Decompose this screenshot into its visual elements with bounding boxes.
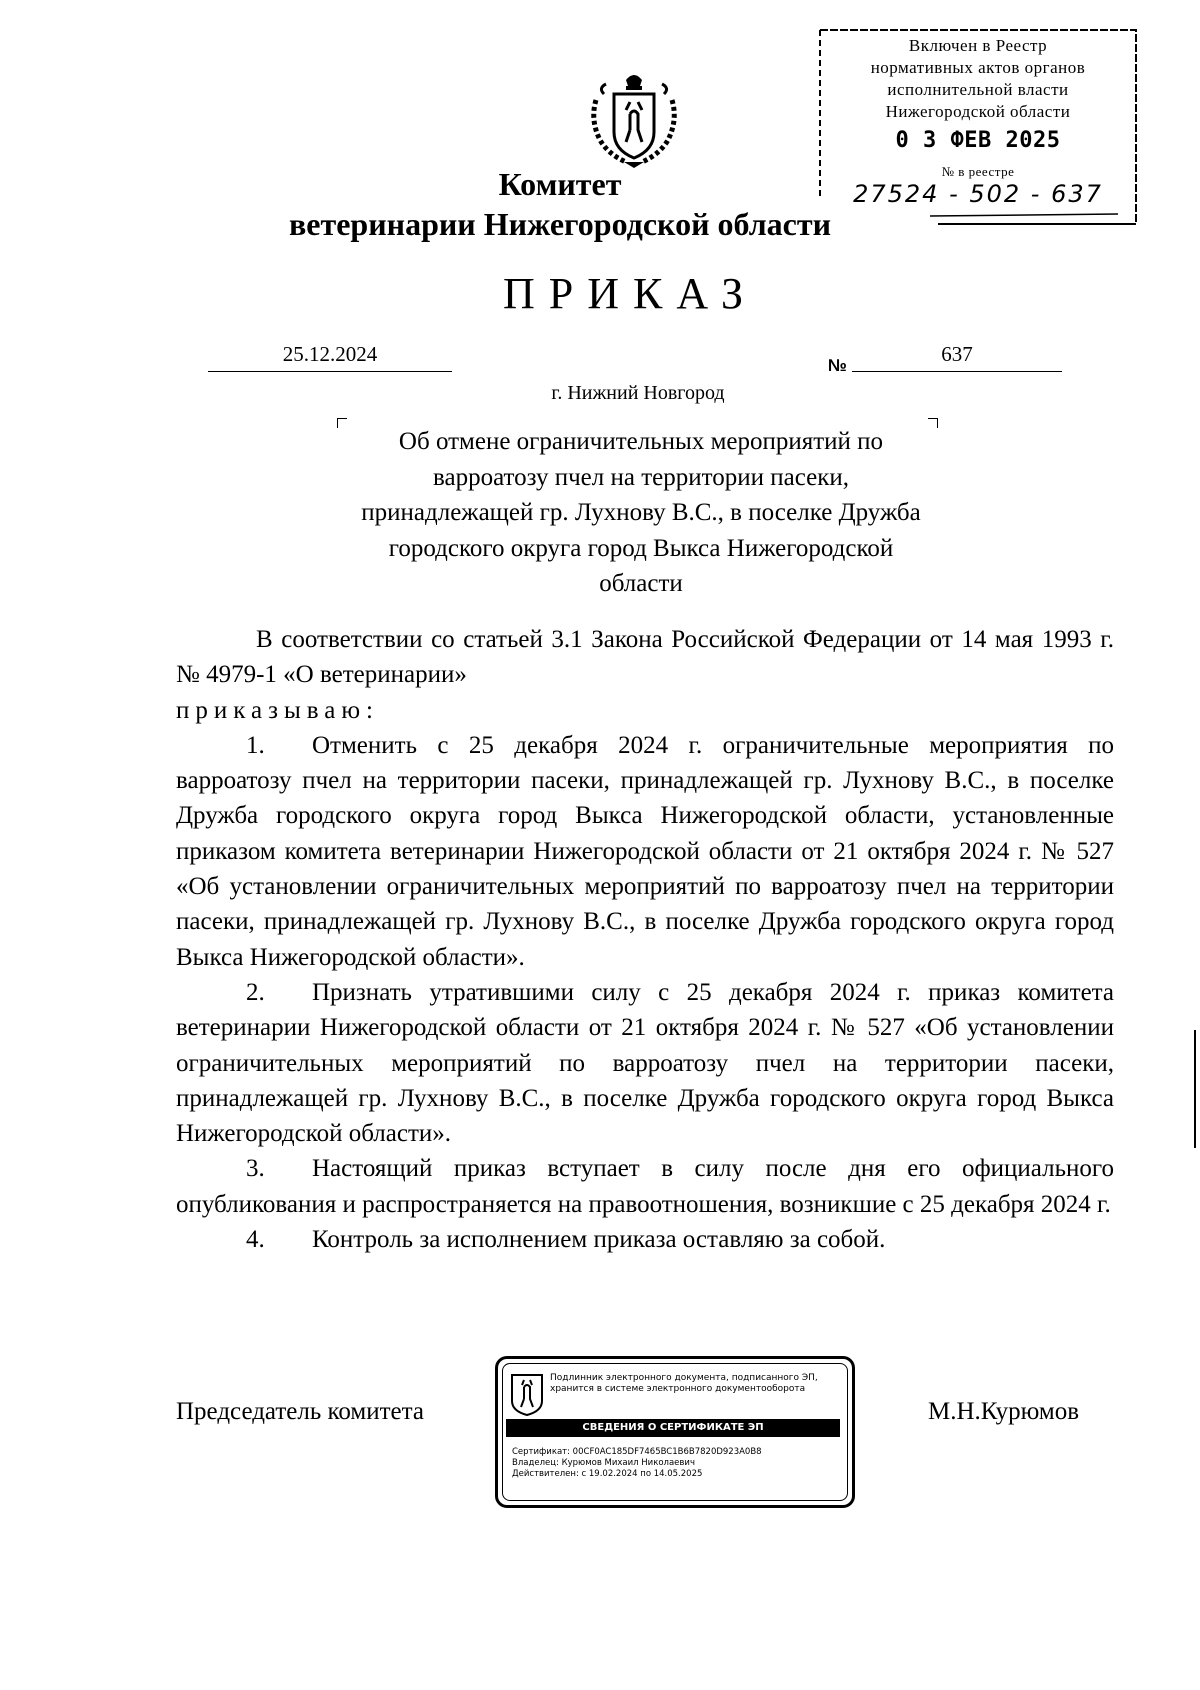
doc-date: 25.12.2024 xyxy=(208,342,452,372)
preamble: В соответствии со статьей 3.1 Закона Российской Федерации от 14 мая 1993 г. № 4979-1 «О ветеринарии» xyxy=(176,626,1114,689)
item-text: Настоящий приказ вступает в силу после дня его официального опубликования и распространяется на правоотношения, возникшие с 25 декабря 2024 г. xyxy=(176,1155,1114,1218)
item-text: Отменить с 25 декабря 2024 г. ограничительные мероприятия по варроатозу пчел на территории пасеки, принадлежащей гр. Лухнову В.С., в поселке Дружба городского округа город Выкса Нижегородской области, установленные приказом комитета ветеринарии Нижегородской области от 21 октября 2024 г. № 527 «Об установлении ограничительных мероприятий по варроатозу пчел на территории пасеки, принадлежащей гр. Лухнову В.С., в поселке Дружба городского округа город Выкса Нижегородской области». xyxy=(176,731,1114,971)
stamp-reg-label: № в реестре xyxy=(941,164,1015,179)
order-word: приказываю: xyxy=(176,696,379,724)
e-signature-stamp xyxy=(495,1356,855,1508)
item-number: 1. xyxy=(246,731,265,759)
certificate-owner: Владелец: Курюмов Михаил Николаевич xyxy=(512,1458,695,1468)
doc-type-title: ПРИКАЗ xyxy=(502,269,758,318)
item-number: 3. xyxy=(246,1155,265,1183)
stamp-line2: нормативных актов органов xyxy=(870,58,1086,77)
signer-name: М.Н.Курюмов xyxy=(928,1398,1080,1425)
order-item xyxy=(176,1222,1114,1257)
doc-number: 637 xyxy=(852,342,1062,372)
deer-emblem-icon xyxy=(510,1373,544,1417)
stamp-line1: Включен в Реестр xyxy=(908,36,1048,55)
doc-title: Об отмене ограничительных мероприятий по варроатозу пчел на территории пасеки, принадлежащей гр. Лухнову В.С., в поселке Дружба городского округа город Выкса Нижегородской области xyxy=(361,428,921,597)
item-text: Признать утратившими силу с 25 декабря 2024 г. приказ комитета ветеринарии Нижегородской области от 21 октября 2024 г. № 527 «Об установлении ограничительных мероприятий по варроатозу пчел на территории пасеки, принадлежащей гр. Лухнову В.С., в поселке Дружба городского округа город Выкса Нижегородской области». xyxy=(176,978,1114,1148)
stamp-line3: исполнительной власти xyxy=(887,80,1069,99)
item-text: Контроль за исполнением приказа оставляю за собой. xyxy=(312,1226,886,1254)
signer-position: Председатель комитета xyxy=(176,1398,424,1425)
order-item xyxy=(176,1151,1114,1222)
stamp-line4: Нижегородской области xyxy=(885,102,1071,121)
e-signature-details xyxy=(512,1447,762,1480)
doc-number-label: № xyxy=(828,356,847,375)
doc-body xyxy=(176,622,1114,1257)
coat-of-arms-icon xyxy=(586,70,682,170)
item-number: 4. xyxy=(246,1226,265,1254)
e-signature-header-bar: СВЕДЕНИЯ О СЕРТИФИКАТЕ ЭП xyxy=(506,1419,840,1437)
certificate-id: Сертификат: 00CF0AC185DF7465BC1B6B7820D923A0B8 xyxy=(512,1447,762,1457)
doc-city: г. Нижний Новгород xyxy=(551,382,725,404)
item-number: 2. xyxy=(246,978,265,1006)
e-signature-note: Подлинник электронного документа, подписанного ЭП, хранится в системе электронного документооборота xyxy=(550,1373,818,1394)
org-name-line1: Комитет xyxy=(498,166,622,202)
stamp-reg-number: 27524 - 502 - 637 xyxy=(853,180,1103,208)
order-item xyxy=(176,728,1114,975)
certificate-validity: Действителен: с 19.02.2024 по 14.05.2025 xyxy=(512,1469,703,1479)
order-item xyxy=(176,975,1114,1151)
org-name-line2: ветеринарии Нижегородской области xyxy=(288,206,832,242)
stamp-date: 0 3 ФЕВ 2025 xyxy=(895,128,1061,153)
scan-edge-mark xyxy=(1194,1030,1196,1148)
